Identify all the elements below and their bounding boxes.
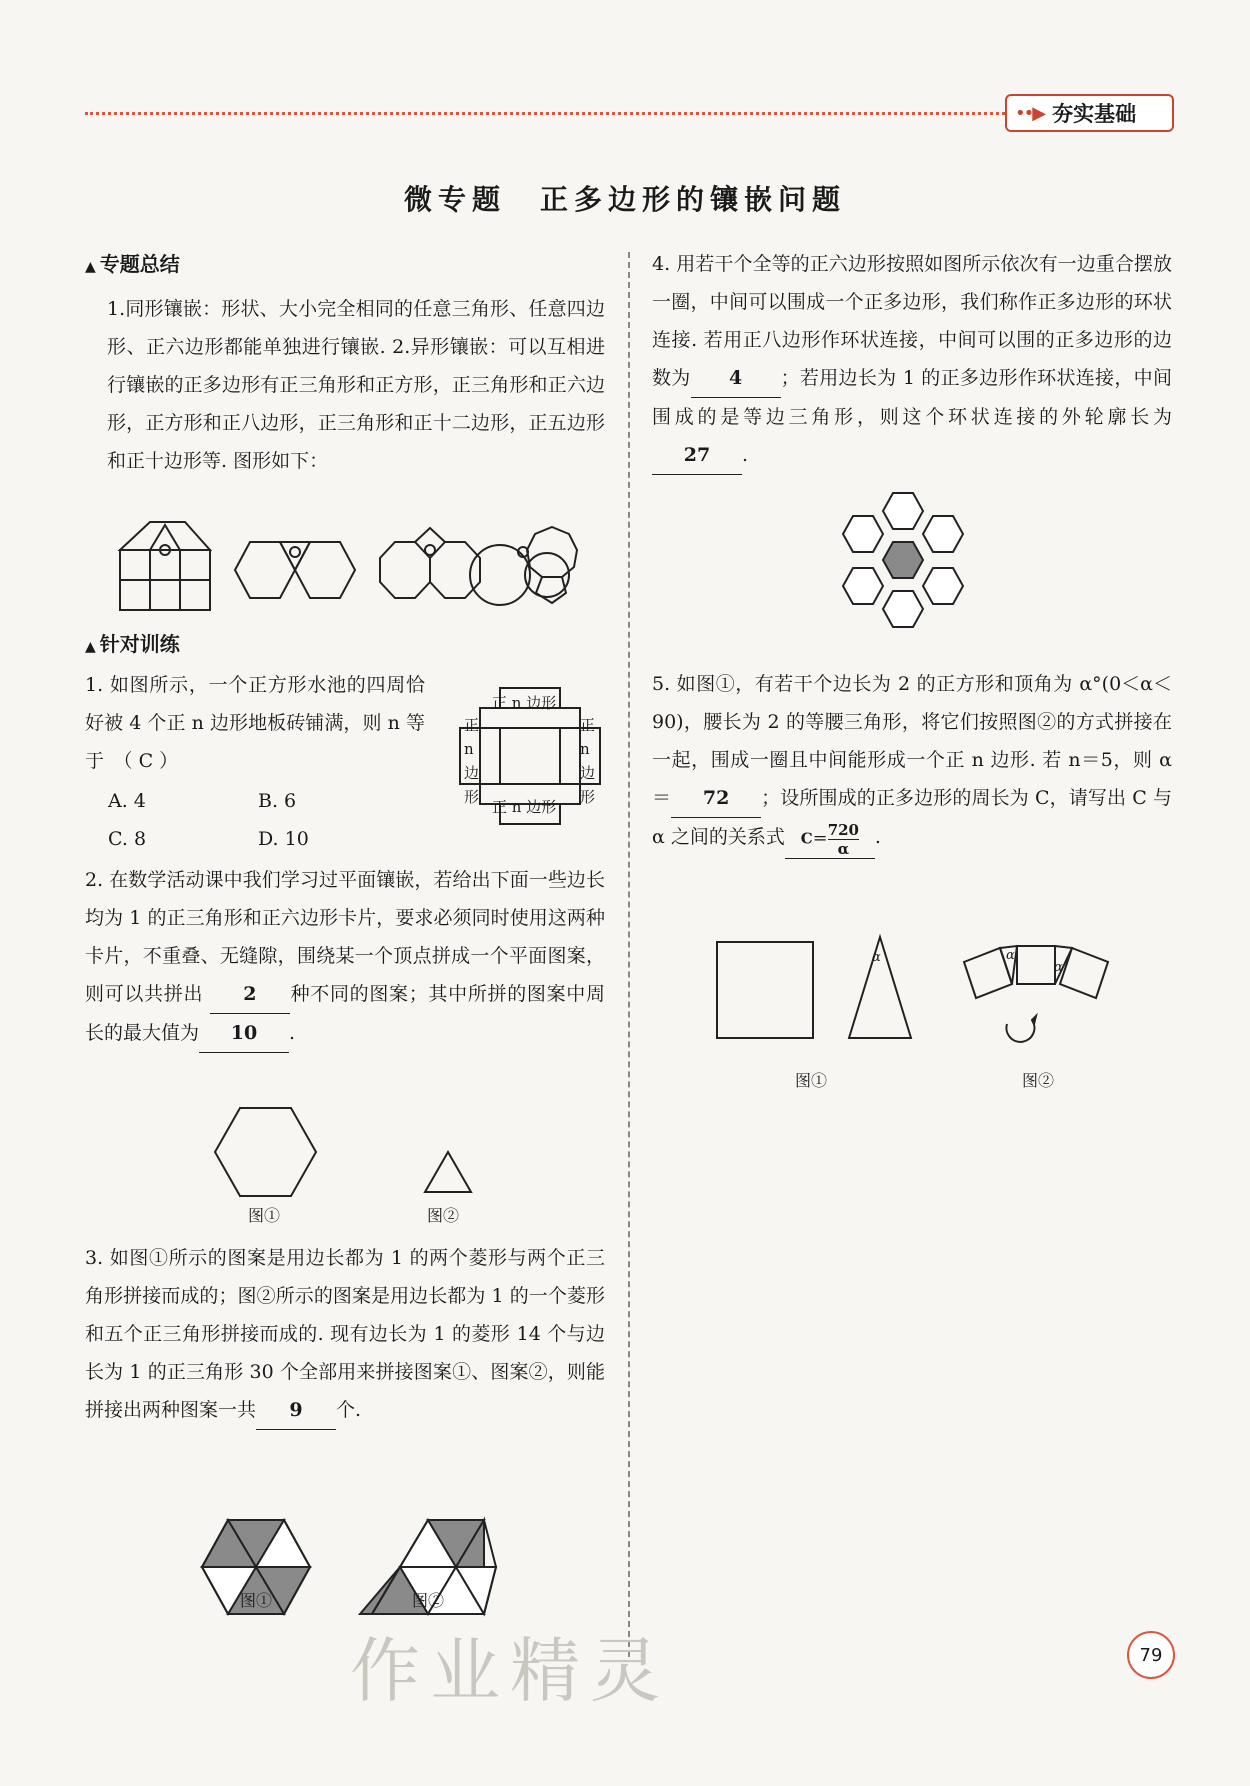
badge-label: 夯实基础	[1052, 102, 1137, 126]
q5-caption-1: 图①	[795, 1071, 828, 1090]
q5-alpha-label: α	[872, 950, 881, 965]
tessellation-figures	[115, 520, 575, 620]
q3-answer: 9	[256, 1391, 336, 1430]
q5-answer-alpha: 72	[671, 779, 761, 818]
q1-label-bottom: 正 n 边形	[492, 798, 557, 816]
section-badge	[1005, 94, 1174, 132]
q2-answer-perimeter: 10	[199, 1014, 289, 1053]
arrow-icon: ••▶	[1015, 102, 1045, 124]
header-dotted-rule	[85, 112, 1010, 115]
q1-option-d: D. 10	[258, 828, 309, 850]
left-column	[85, 245, 605, 480]
q2-caption-1: 图①	[248, 1206, 281, 1225]
q2-triangle-figure	[423, 1150, 473, 1194]
q1-text: 1. 如图所示，一个正方形水池的四周恰好被 4 个正 n 边形地板砖铺满，则 n 等于 （ C ）	[85, 674, 425, 772]
q5-answer-relation: C＝ $\frac{720}{\alpha}$	[785, 821, 875, 859]
q1-option-a: A. 4	[108, 790, 146, 812]
practice-heading: ▲ 针对训练	[85, 632, 180, 656]
q5-alpha-label-2b: α	[1054, 960, 1063, 975]
q2-caption-2: 图②	[427, 1206, 460, 1225]
q1-label-right: 正n边形	[580, 716, 596, 806]
triangle-icon: ▲	[85, 259, 96, 275]
q1-label-top: 正 n 边形	[492, 694, 557, 712]
summary-text: 1.同形镶嵌：形状、大小完全相同的任意三角形、任意四边形、正六边形都能单独进行镶嵌. 2.异形镶嵌：可以互相进行镶嵌的正多边形有正三角形和正方形，正三角形和正六边形，正方形和正八边形，正三角形和正十二边形，正五边形和正十边形等. 图形如下：	[107, 298, 605, 472]
q2-answer-count: 2	[210, 975, 290, 1014]
q4-hexagon-ring-figure	[835, 490, 990, 630]
q1-label-left: 正n边形	[464, 716, 480, 806]
q1-option-b: B. 6	[258, 790, 297, 812]
column-divider	[628, 252, 630, 1657]
q4-answer-perimeter: 27	[652, 436, 742, 475]
pentagon-decagon-figure	[522, 525, 582, 605]
q4-answer-sides: 4	[691, 359, 781, 398]
q5-alpha-label-2a: α	[1006, 948, 1015, 963]
question-4: 4. 用若干个全等的正六边形按照如图所示依次有一边重合摆放一圈，中间可以围成一个正多边形，我们称作正多边形的环状连接. 若用正八边形作环状连接，中间可以围的正多边形的边数为 4 ；若用边长为 1 的正多边形作环状连接，中间围成的是等边三角形，则这个环状连接的外轮廓长为27 .	[652, 245, 1172, 475]
question-5: 5. 如图①，有若干个边长为 2 的正方形和顶角为 α°(0＜α＜90)，腰长为 2 的等腰三角形，将它们按照图②的方式拼接在一起，围成一圈且中间能形成一个正 n 边形. 若 n＝5，则 α＝ 72 ；设所围成的正多边形的周长为 C，请写出 C 与 α 之间的关系式 C＝ $\frac{720}{\alpha}$ .	[652, 673, 1172, 858]
page-title: 微专题 正多边形的镶嵌问题	[403, 183, 846, 216]
q3-caption-1: 图①	[240, 1591, 273, 1610]
q1-options	[108, 782, 408, 858]
q2-hexagon-figure	[213, 1106, 318, 1198]
question-2: 2. 在数学活动课中我们学习过平面镶嵌，若给出下面一些边长均为 1 的正三角形和正六边形卡片，要求必须同时使用这两种卡片，不重叠、无缝隙，围绕某一个顶点拼成一个平面图案，则可以共拼出 2 种不同的图案；其中所拼的图案中周长的最大值为 10 .	[85, 861, 605, 1053]
q3-caption-2: 图②	[412, 1591, 445, 1610]
q1-option-c: C. 8	[108, 828, 147, 850]
q5-arrangement-figure	[962, 940, 1112, 1055]
summary-heading: ▲ 专题总结	[85, 252, 180, 276]
watermark: 作业精灵	[350, 1630, 670, 1712]
q1-answer: C	[138, 750, 154, 772]
q5-square-figure	[715, 940, 815, 1040]
question-3: 3. 如图①所示的图案是用边长都为 1 的两个菱形与两个正三角形拼接而成的；图②所示的图案是用边长都为 1 的一个菱形和五个正三角形拼接而成的. 现有边长为 1 的菱形 14 个与边长为 1 的正三角形 30 个全部用来拼接图案①、图案②，则能拼接出两种图案一共 9 个.	[85, 1239, 605, 1430]
question-1	[85, 666, 425, 780]
practice-section	[85, 625, 615, 666]
q5-caption-2: 图②	[1022, 1071, 1055, 1090]
page-number: 79	[1127, 1631, 1175, 1679]
triangle-icon: ▲	[85, 639, 96, 655]
